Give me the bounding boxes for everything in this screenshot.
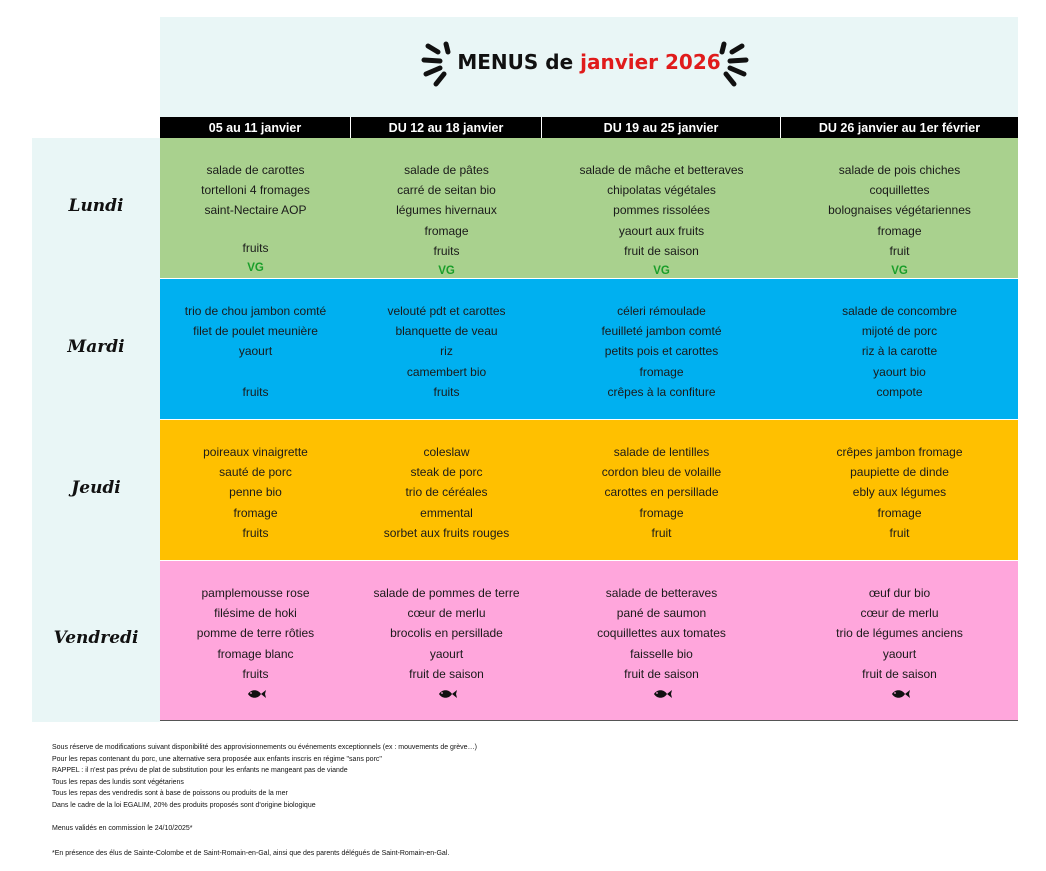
menu-item: filet de poulet meunière: [193, 324, 318, 339]
menu-item: fruit: [889, 525, 910, 540]
menu-item: fruit de saison: [624, 243, 699, 258]
menu-item: carottes en persillade: [604, 485, 719, 500]
menu-item: feuilleté jambon comté: [601, 324, 722, 339]
vegetarian-badge: VG: [247, 261, 264, 274]
footnote-line: Sous réserve de modifications suivant disponibilité des approvisionnements ou événements exceptionnels (ex : mouvements de grève…): [52, 744, 477, 751]
menu-item: fruit: [651, 525, 672, 540]
week-header-row: [160, 117, 1018, 138]
footnote-line: Dans le cadre de la loi EGALIM, 20% des produits proposés sont d'origine biologique: [52, 801, 316, 809]
menu-item: coquillettes aux tomates: [597, 626, 726, 641]
menu-cell: [781, 420, 1018, 560]
menu-item: fromage: [877, 505, 922, 520]
menu-cell: [160, 420, 351, 560]
week-header-1: 05 au 11 janvier: [160, 117, 351, 138]
menu-item: cœur de merlu: [407, 606, 486, 621]
menu-item: fruits: [433, 243, 460, 258]
menu-item: velouté pdt et carottes: [387, 304, 506, 318]
menu-item: fruit de saison: [862, 666, 937, 681]
title-prefix: MENUS de: [457, 50, 574, 74]
menu-item: riz à la carotte: [861, 344, 938, 359]
sun-burst-right-icon: [710, 40, 750, 88]
menu-cell: [781, 138, 1018, 278]
menu-item: pommes rissolées: [613, 203, 710, 218]
menu-item: salade de pommes de terre: [373, 586, 520, 600]
footnote-spacer: [52, 811, 752, 823]
menu-cell: [160, 138, 351, 278]
menu-item: fruit de saison: [624, 666, 699, 681]
menu-item: salade de mâche et betteraves: [579, 163, 744, 177]
menu-cell: [351, 420, 542, 560]
menu-item: fruits: [433, 384, 460, 399]
menu-item: paupiette de dinde: [850, 465, 949, 480]
menu-item: yaourt: [882, 646, 917, 661]
footnote-line: Tous les repas des vendredis sont à base de poissons ou produits de la mer: [52, 790, 288, 797]
menu-item: fromage blanc: [217, 646, 294, 661]
week-header-4: DU 26 janvier au 1er février: [818, 120, 981, 135]
menu-item: filésime de hoki: [214, 606, 297, 621]
menu-row-lundi: [160, 138, 1018, 279]
menu-row-mardi: [160, 279, 1018, 420]
menu-item: salade de pois chiches: [838, 163, 961, 177]
menu-cell: [351, 279, 542, 419]
vegetarian-badge: VG: [653, 264, 670, 277]
menu-row-jeudi: [160, 420, 1018, 561]
menu-item: penne bio: [229, 485, 282, 500]
menu-item: fruits: [242, 525, 269, 540]
menu-item: carré de seitan bio: [397, 183, 496, 198]
menu-cell: [542, 279, 781, 419]
menu-item: pamplemousse rose: [201, 586, 310, 600]
table-bottom-border: [160, 720, 1018, 721]
menu-cell: [781, 279, 1018, 419]
menu-item: yaourt aux fruits: [618, 223, 705, 238]
menu-item: salade de carottes: [206, 163, 305, 177]
menu-item: camembert bio: [406, 364, 487, 379]
menu-cell: [781, 561, 1018, 721]
menu-item: légumes hivernaux: [396, 203, 497, 218]
fish-icon: [890, 688, 910, 700]
menu-item: mijoté de porc: [861, 324, 938, 339]
menu-item: fruits: [242, 384, 269, 399]
menu-item: chipolatas végétales: [607, 183, 716, 198]
menu-item: yaourt bio: [873, 364, 926, 379]
menu-item: sorbet aux fruits rouges: [383, 525, 510, 540]
menu-item: salade de betteraves: [605, 586, 718, 600]
menu-item: poireaux vinaigrette: [203, 445, 308, 459]
menu-item: fromage: [639, 505, 684, 520]
menu-item: cordon bleu de volaille: [601, 465, 722, 480]
menu-item: yaourt: [429, 646, 464, 661]
menu-item: blanquette de veau: [395, 324, 498, 339]
menu-item: fromage: [877, 223, 922, 238]
day-label-jeudi: Jeudi: [71, 478, 121, 498]
week-header-2: DU 12 au 18 janvier: [351, 117, 542, 138]
menu-item: pané de saumon: [616, 606, 707, 621]
title-month: janvier 2026: [580, 50, 721, 74]
menu-item: faisselle bio: [630, 646, 693, 661]
footnote-line: Tous les repas des lundis sont végétariens: [52, 778, 184, 786]
footnote-line: *En présence des élus de Sainte-Colombe et de Saint-Romain-en-Gal, ainsi que des parents délégués de Saint-Romain-en-Gal.: [52, 849, 450, 857]
menu-item: fromage: [424, 223, 469, 238]
day-label-vendredi: Vendredi: [53, 628, 139, 648]
week-header-3: DU 19 au 25 janvier: [542, 117, 781, 138]
menu-cell: [160, 561, 351, 721]
menu-item: petits pois et carottes: [604, 344, 719, 359]
menu-item: salade de pâtes: [404, 163, 489, 177]
menu-item: sauté de porc: [219, 465, 292, 480]
menu-item: riz: [440, 344, 453, 359]
menu-item: trio de légumes anciens: [836, 626, 963, 641]
menu-cell: [542, 420, 781, 560]
menu-item: coquillettes: [869, 183, 930, 198]
menu-item: compote: [876, 384, 923, 399]
menu-cell: [351, 561, 542, 721]
menu-item: pomme de terre rôties: [196, 626, 315, 641]
menu-row-vendredi: [160, 561, 1018, 721]
menu-item: fruits: [242, 666, 269, 681]
menu-item: salade de lentilles: [613, 445, 710, 459]
menu-item: œuf dur bio: [868, 586, 931, 600]
menu-item: crêpes à la confiture: [607, 384, 716, 399]
menu-item: yaourt: [238, 344, 273, 359]
footnote-line: RAPPEL : il n'est pas prévu de plat de substitution pour les enfants ne mangeant pas de viande: [52, 767, 348, 774]
menu-item: fruit: [889, 243, 910, 258]
footnote-spacer: [52, 834, 752, 846]
menu-item: fruits: [242, 240, 269, 255]
menu-item: trio de céréales: [405, 485, 488, 500]
fish-icon: [652, 688, 672, 700]
menu-item: coleslaw: [423, 445, 470, 459]
vegetarian-badge: VG: [438, 264, 455, 277]
vegetarian-badge: VG: [891, 264, 908, 277]
footnote-line: Menus validés en commission le 24/10/2025*: [52, 824, 193, 832]
footnotes: [52, 742, 752, 859]
menu-item: fromage: [233, 505, 278, 520]
menu-item: fruit de saison: [409, 666, 484, 681]
menu-item: emmental: [420, 505, 473, 520]
day-label-lundi: Lundi: [68, 196, 124, 216]
menu-item: fromage: [639, 364, 684, 379]
menu-item: salade de concombre: [842, 304, 957, 318]
menu-item: crêpes jambon fromage: [836, 445, 963, 459]
menu-cell: [542, 138, 781, 278]
footnote-line: Pour les repas contenant du porc, une alternative sera proposée aux enfants inscris en régime "sans porc": [52, 755, 382, 763]
menu-item: bolognaises végétariennes: [828, 203, 971, 218]
menu-item: tortelloni 4 fromages: [201, 183, 310, 198]
menu-item: ebly aux légumes: [852, 485, 947, 500]
fish-icon: [246, 688, 266, 700]
menu-item: céleri rémoulade: [617, 304, 706, 318]
menu-item: steak de porc: [410, 465, 483, 480]
day-label-mardi: Mardi: [67, 337, 125, 357]
fish-icon: [437, 688, 457, 700]
menu-item: trio de chou jambon comté: [184, 304, 327, 318]
menu-cell: [542, 561, 781, 721]
page-title: [160, 50, 1018, 74]
menu-item: cœur de merlu: [860, 606, 939, 621]
menu-cell: [351, 138, 542, 278]
menu-item: brocolis en persillade: [390, 626, 503, 641]
menu-item: saint-Nectaire AOP: [204, 203, 307, 218]
menu-cell: [160, 279, 351, 419]
